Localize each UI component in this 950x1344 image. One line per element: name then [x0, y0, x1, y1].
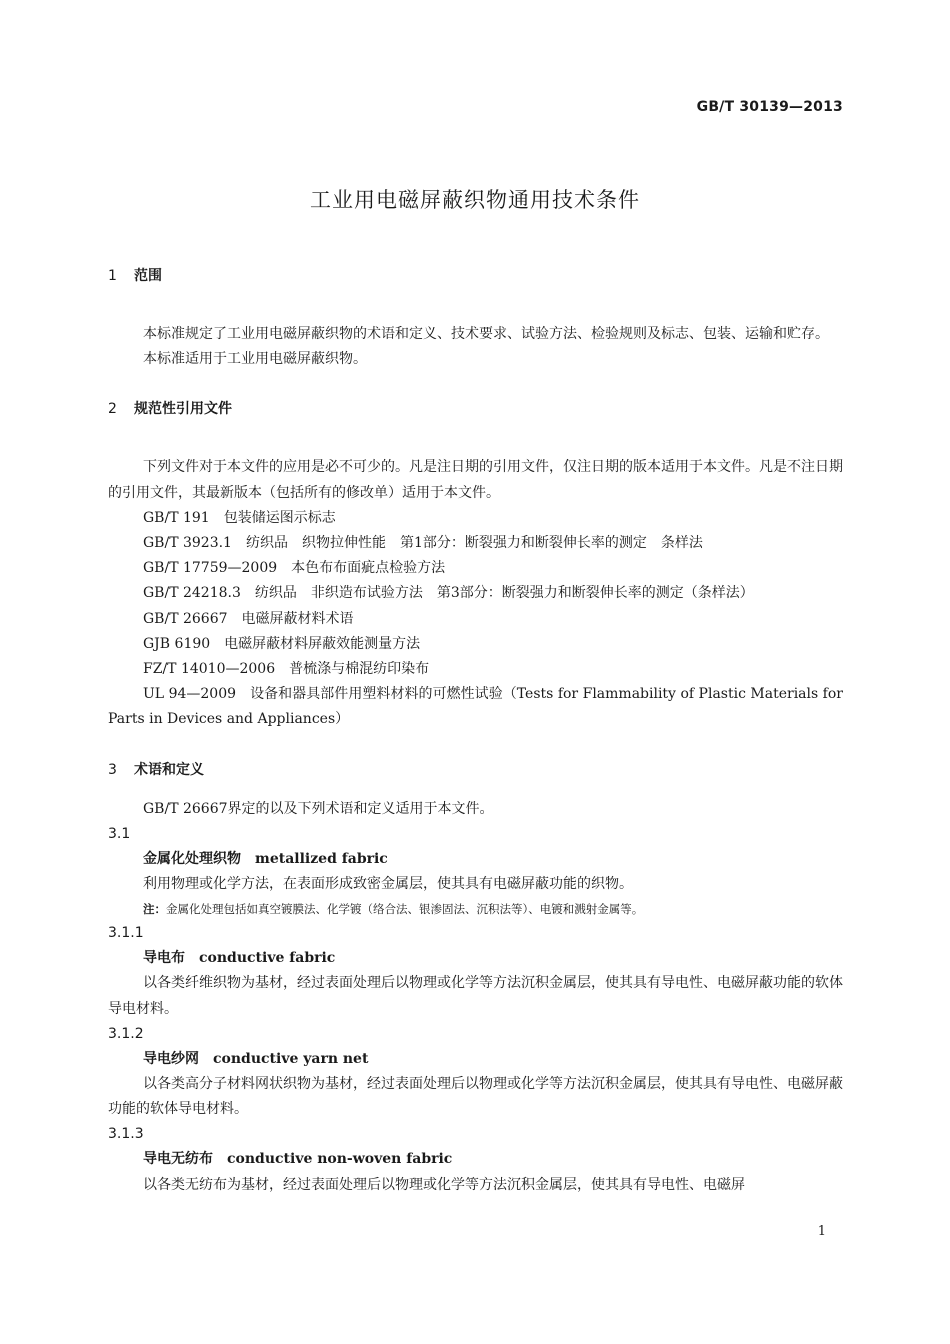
reference-title: 设备和器具部件用塑料材料的可燃性试验（Tests for Flammability of Plastic Materials for Parts in Devices and Appliances） — [108, 686, 843, 728]
term-entry — [108, 1047, 843, 1072]
section-heading-normative-references — [108, 397, 843, 422]
section-title: 范围 — [134, 268, 162, 284]
document-title: 工业用电磁屏蔽织物通用技术条件 — [310, 188, 640, 212]
clause-number: 3.1 — [108, 825, 131, 842]
term-definition: 以各类高分子材料网状织物为基材，经过表面处理后以物理或化学等方法沉积金属层，使其具有导电性、电磁屏蔽功能的软体导电材料。 — [108, 1076, 843, 1118]
reference-item — [108, 556, 843, 581]
reference-title: 纺织品 织物拉伸性能 第1部分：断裂强力和断裂伸长率的测定 条样法 — [245, 535, 703, 552]
term-entry — [108, 1147, 843, 1172]
reference-item — [108, 632, 843, 657]
term-entry — [108, 946, 843, 971]
reference-item — [108, 581, 843, 606]
reference-title: 电磁屏蔽材料屏蔽效能测量方法 — [224, 635, 421, 652]
reference-code: GB/T 3923.1 — [143, 535, 232, 552]
paragraph: GB/T 26667界定的以及下列术语和定义适用于本文件。 — [143, 800, 494, 817]
reference-item — [108, 506, 843, 531]
section-title: 术语和定义 — [134, 761, 204, 778]
reference-code: GB/T 26667 — [143, 610, 228, 627]
clause-number: 3.1.2 — [108, 1025, 144, 1042]
reference-title: 电磁屏蔽材料术语 — [241, 610, 354, 627]
term-chinese: 金属化处理织物 — [143, 850, 241, 867]
reference-code: GB/T 24218.3 — [143, 585, 241, 602]
note-label: 注： — [143, 902, 166, 917]
document-body — [108, 264, 843, 1198]
term-entry — [108, 847, 843, 872]
reference-title: 普梳涤与棉混纺印染布 — [289, 661, 430, 678]
reference-code: GJB 6190 — [143, 635, 211, 652]
section-heading-scope — [108, 264, 843, 289]
reference-title: 包装储运图示标志 — [223, 509, 336, 526]
clause-number: 3.1.1 — [108, 925, 144, 942]
reference-code: GB/T 17759—2009 — [143, 560, 278, 577]
note-text: 金属化处理包括如真空镀膜法、化学镀（络合法、银渗固法、沉积法等）、电镀和溅射金属等。 — [166, 902, 644, 917]
reference-code: UL 94—2009 — [143, 686, 237, 703]
section-number: 1 — [108, 268, 117, 284]
reference-item — [108, 682, 843, 732]
page-number: 1 — [817, 1224, 826, 1239]
paragraph: 下列文件对于本文件的应用是必不可少的。凡是注日期的引用文件，仅注日期的版本适用于本文件。凡是不注日期的引用文件，其最新版本（包括所有的修改单）适用于本文件。 — [108, 459, 843, 501]
reference-title: 本色布布面疵点检验方法 — [291, 560, 446, 577]
term-chinese: 导电纱网 — [143, 1050, 199, 1067]
section-title: 规范性引用文件 — [134, 401, 232, 418]
section-number: 3 — [108, 761, 117, 778]
term-definition: 利用物理或化学方法，在表面形成致密金属层，使其具有电磁屏蔽功能的织物。 — [143, 876, 633, 893]
reference-item — [108, 531, 843, 556]
reference-code: GB/T 191 — [143, 509, 210, 526]
term-chinese: 导电无纺布 — [143, 1151, 213, 1168]
term-definition: 以各类无纺布为基材，经过表面处理后以物理或化学等方法沉积金属层，使其具有导电性、电磁屏 — [143, 1176, 745, 1193]
section-number: 2 — [108, 401, 117, 418]
reference-title: 纺织品 非织造布试验方法 第3部分：断裂强力和断裂伸长率的测定（条样法） — [254, 585, 754, 602]
standard-code: GB/T 30139—2013 — [696, 99, 843, 115]
term-english: conductive fabric — [199, 950, 336, 967]
paragraph: 本标准适用于工业用电磁屏蔽织物。 — [143, 351, 367, 368]
note — [108, 897, 843, 921]
paragraph: 本标准规定了工业用电磁屏蔽织物的术语和定义、技术要求、试验方法、检验规则及标志、包装、运输和贮存。 — [143, 326, 829, 342]
term-definition: 以各类纤维织物为基材，经过表面处理后以物理或化学等方法沉积金属层，使其具有导电性、电磁屏蔽功能的软体导电材料。 — [108, 975, 843, 1017]
reference-code: FZ/T 14010—2006 — [143, 661, 276, 678]
clause-number: 3.1.3 — [108, 1126, 144, 1143]
term-english: conductive yarn net — [213, 1050, 369, 1067]
term-english: conductive non-woven fabric — [227, 1151, 453, 1168]
reference-item — [108, 607, 843, 632]
section-heading-terms-definitions — [108, 758, 843, 783]
term-chinese: 导电布 — [143, 950, 185, 967]
term-english: metallized fabric — [255, 850, 388, 867]
reference-item — [108, 657, 843, 682]
